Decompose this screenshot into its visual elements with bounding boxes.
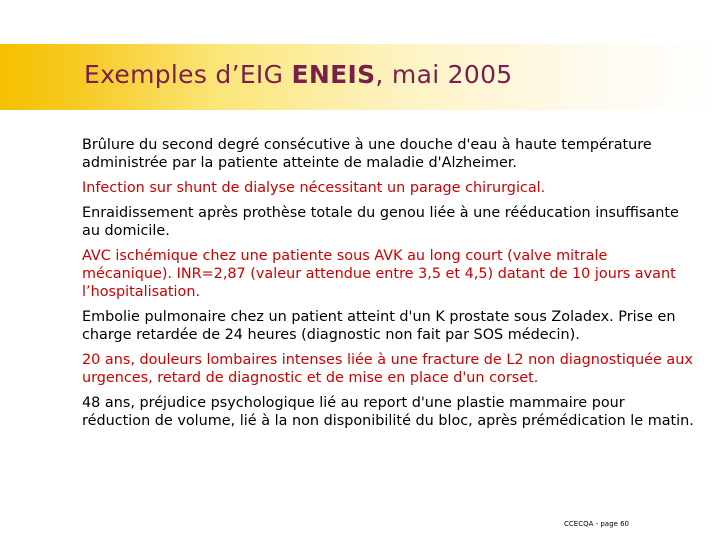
event-item-5: Embolie pulmonaire chez un patient atteint d'un K prostate sous Zoladex. Prise en charge retardée de 24 heures (diagnostic non fait par SOS médecin). — [82, 309, 676, 343]
event-item-3: Enraidissement après prothèse totale du genou liée à une rééducation insuffisante au domicile. — [82, 205, 679, 239]
page-footer: CCECQA - page 60 — [564, 520, 629, 528]
event-item-7: 48 ans, préjudice psychologique lié au report d'une plastie mammaire pour réduction de volume, lié à la non disponibilité du bloc, après prémédication le matin. — [82, 395, 694, 429]
event-item-2: Infection sur shunt de dialyse nécessitant un parage chirurgical. — [82, 180, 546, 196]
title-prefix: Exemples d’EIG — [84, 60, 292, 89]
event-item-6: 20 ans, douleurs lombaires intenses liée à une fracture de L2 non diagnostiquée aux urgences, retard de diagnostic et de mise en place d'un corset. — [82, 352, 693, 386]
title-suffix: , mai 2005 — [375, 60, 513, 89]
slide-title — [84, 58, 513, 92]
event-item-1: Brûlure du second degré consécutive à une douche d'eau à haute température administrée par la patiente atteinte de maladie d'Alzheimer. — [82, 137, 652, 171]
title-acronym: ENEIS — [291, 60, 376, 89]
event-list — [82, 136, 697, 437]
event-item-4: AVC ischémique chez une patiente sous AVK au long court (valve mitrale mécanique). INR=2,87 (valeur attendue entre 3,5 et 4,5) datant de 10 jours avant l’hospitalisation. — [82, 248, 676, 300]
